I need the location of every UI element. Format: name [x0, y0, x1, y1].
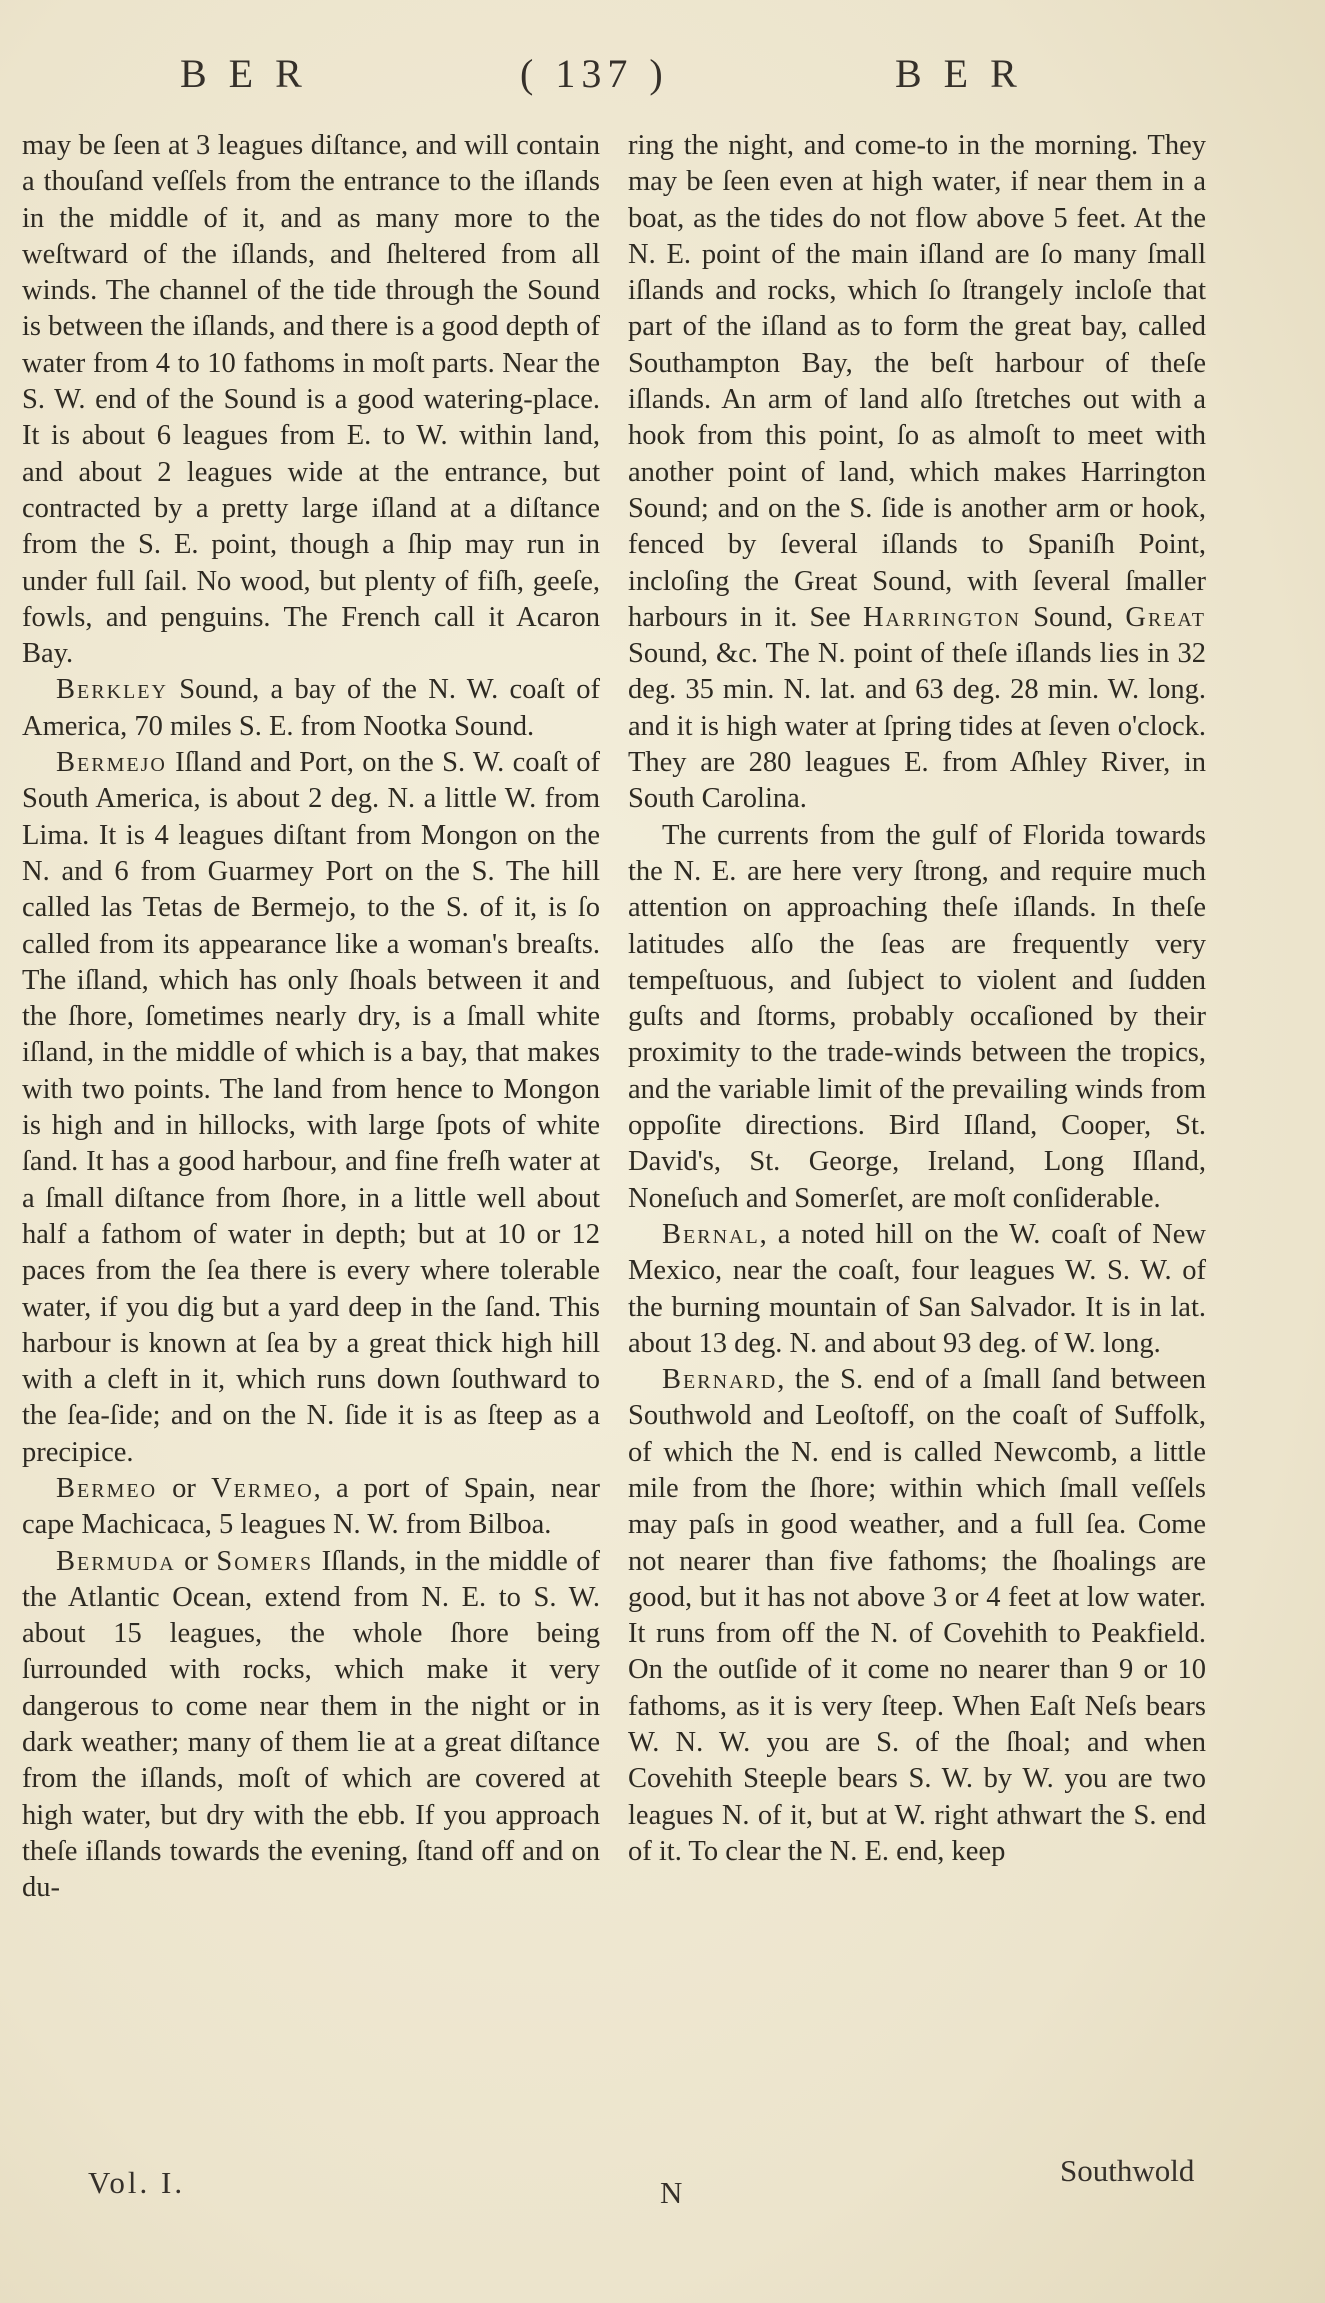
entry-headword: Bernard [662, 1364, 778, 1396]
entry-bernard [628, 1362, 1206, 1870]
entry-headword: Bermejo [56, 747, 167, 779]
header-left-word: B E R [180, 51, 308, 96]
entry-connector: or [157, 1472, 212, 1504]
paragraph-currents: The currents from the gulf of Florida towards the N. E. are here very ſtrong, and require much attention on approaching theſe iſlands. In theſe latitudes alſo the ſeas are frequently very tempeſtuous, and ſubject to violent and ſudden guſts and ſtorms, probably occaſioned by their proximity to the trade-winds between the tropics, and the variable limit of the prevailing winds from oppoſite directions. Bird Iſland, Cooper, St. David's, St. George, Ireland, Long Iſland, Noneſuch and Somerſet, are moſt conſiderable. [628, 819, 1206, 1214]
page-footer [0, 2153, 1325, 2215]
volume-label: Vol. I. [88, 2165, 186, 2200]
running-header [0, 50, 1325, 110]
paragraph-text: Sound, [1020, 601, 1126, 633]
entry-headword-alt: Vermeo [211, 1472, 314, 1504]
entry-headword: Bermeo [56, 1472, 158, 1504]
paragraph-text: Sound, &c. The N. point of theſe iſlands lies in 32 deg. 35 min. N. lat. and 63 deg. 28 min. W. long. and it is high water at ſpring tides at ſeven o'clock. They are 280 leagues E. from Aſhley River, in South Carolina. [628, 638, 1206, 815]
entry-text: , a port of Spain, near cape Machicaca, 5 leagues N. W. from Bilboa. [22, 1472, 600, 1541]
entry-connector: or [175, 1545, 217, 1577]
paragraph-continued [628, 128, 1206, 818]
entry-text: Iſland and Port, on the S. W. coaſt of South America, is about 2 deg. N. a little W. from Lima. It is 4 leagues diſtant from Mongon on the N. and 6 from Guarmey Port on the S. The hill called las Tetas de Bermejo, to the S. of it, is ſo called from its appearance like a woman's breaſts. The iſland, which has only ſhoals between it and the ſhore, ſometimes nearly dry, is a ſmall white iſland, in the middle of which is a bay, that makes with two points. The land from hence to Mongon is high and in hillocks, with large ſpots of white ſand. It has a good harbour, and fine freſh water at a ſmall diſtance from ſhore, in a little well about half a fathom of water in depth; but at 10 or 12 paces from the ſea there is every where tolerable water, if you dig but a yard deep in the ſand. This harbour is known at ſea by a great thick high hill with a cleft in it, which runs down ſouthward to the ſea-ſide; and on the N. ſide it is as ſteep as a precipice. [22, 747, 600, 1468]
right-column [628, 128, 1206, 1870]
paragraph-text: ring the night, and come-to in the morning. They may be ſeen even at high water, if near them in a boat, as the tides do not flow above 5 feet. At the N. E. point of the main iſland are ſo many ſmall iſlands and rocks, which ſo ſtrangely incloſe that part of the iſland as to form the great bay, called Southampton Bay, the beſt harbour of theſe iſlands. An arm of land alſo ſtretches out with a hook from this point, ſo as almoſt to meet with another point of land, which makes Harrington Sound; and on the S. ſide is another arm or hook, fenced by ſeveral iſlands to Spaniſh Point, incloſing the Great Sound, with ſeveral ſmaller harbours in it. See [628, 130, 1206, 633]
entry-headword: Berkley [56, 674, 168, 706]
entry-headword: Bernal [662, 1218, 760, 1250]
header-right-word: B E R [895, 51, 1023, 96]
entry-berkley [22, 672, 600, 745]
signature-mark: N [660, 2175, 683, 2210]
entry-bermuda [22, 1544, 600, 1907]
catchword: Southwold [1060, 2153, 1195, 2188]
paragraph: may be ſeen at 3 leagues diſtance, and will contain a thouſand veſſels from the entrance to the iſlands in the middle of it, and as many more to the weſtward of the iſlands, and ſheltered from all winds. The channel of the tide through the Sound is between the iſlands, and there is a good depth of water from 4 to 10 fathoms in moſt parts. Near the S. W. end of the Sound is a good watering-place. It is about 6 leagues from E. to W. within land, and about 2 leagues wide at the entrance, but contracted by a pretty large iſland at a diſtance from the S. E. point, though a ſhip may run in under full ſail. No wood, but plenty of fiſh, geeſe, fowls, and penguins. The French call it Acaron Bay. [22, 130, 600, 670]
entry-text: Sound, a bay of the N. W. coaſt of America, 70 miles S. E. from Nootka Sound. [22, 674, 600, 742]
entry-bernal [628, 1217, 1206, 1362]
entry-text: , the S. end of a ſmall ſand between Southwold and Leoſtoff, on the coaſt of Suffolk, of which the N. end is called Newcomb, a little mile from the ſhore; within which ſmall veſſels may paſs in good weather, and a full ſea. Come not nearer than five fathoms; the ſhoalings are good, but it has not above 3 or 4 feet at low water. It runs from off the N. of Covehith to Peakfield. On the outſide of it come no nearer than 9 or 10 fathoms, as it is very ſteep. When Eaſt Neſs bears W. N. W. you are S. of the ſhoal; and when Covehith Steeple bears S. W. by W. you are two leagues N. of it, but at W. right athwart the S. end of it. To clear the N. E. end, keep [628, 1364, 1206, 1867]
entry-bermeo [22, 1471, 600, 1544]
entry-headword: Bermuda [56, 1545, 176, 1577]
cross-reference: Great [1125, 601, 1206, 633]
entry-text: , a noted hill on the W. coaſt of New Mexico, near the coaſt, four leagues W. S. W. of the burning mountain of San Salvador. It is in lat. about 13 deg. N. and about 93 deg. of W. long. [628, 1218, 1206, 1359]
entry-text: Iſlands, in the middle of the Atlantic Ocean, extend from N. E. to S. W. about 15 leagues, the whole ſhore being ſurrounded with rocks, which make it very dangerous to come near them in the night or in dark weather; many of them lie at a great diſtance from the iſlands, moſt of which are covered at high water, but dry with the ebb. If you approach theſe iſlands towards the evening, ſtand off and on du- [22, 1545, 600, 1904]
entry-bermejo [22, 745, 600, 1471]
entry-headword-alt: Somers [216, 1545, 314, 1577]
page-number: ( 137 ) [520, 51, 669, 96]
left-column [22, 128, 600, 1907]
cross-reference: Harrington [862, 601, 1021, 633]
